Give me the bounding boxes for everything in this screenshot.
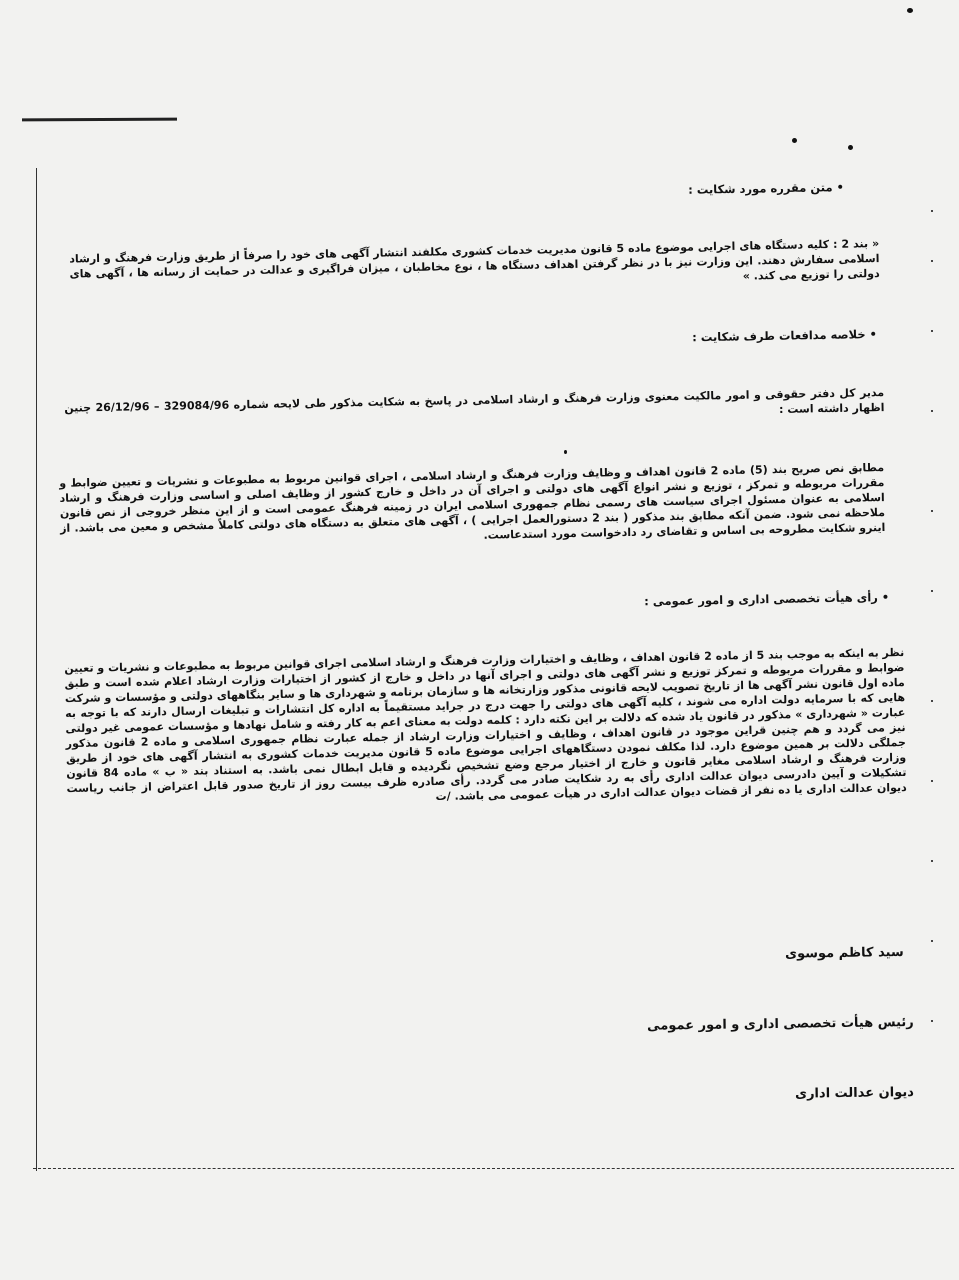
- opinion-body: نظر به اینکه به موجب بند 5 از ماده 2 قانون اهداف ، وظایف و اختیارات وزارت فرهنگ و ارشاد اسلامی اجرای قوانین مربوط به مطبوعات و نشریات و تعیین ضوابط و مقررات مربوطه و تمرکز توزیع و نشر آگهی های دولتی و اجرای آنها در داخل و خارج از کشور از اختیارات وزارت ارشاد اعلام شده است و طبق ماده اول قانون نشر آگهی ها از تاریخ تصویب لایحه قانونی مذکور وزارتخانه ها و سازمان برنامه و شهرداری ها و سایر بنگاههای دولتی و مؤسسات و شرکت هایی که با سرمایه دولت اداره می شوند ، کلیه آگهی های دولتی را جهت درج در جراید مستقیماً به اداره کل انتشارات و تبلیغات ارسال دارند که با توجه به عبارت « شهرداری » مذکور در قانون یاد شده که دلالت بر این نکته دارد : کلمه دولت به معنای اعم به کار رفته و شامل نهادها و مؤسسات عمومی غیر دولتی نیز می گردد و هم چنین قراین موجود در قانون اهداف ، وظایف و اختیارات وزارت ارشاد از جمله عبارت نظام جمهوری اسلامی و ماده 2 قانون مذکور جملگی دلالت بر همین موضوع دارد. لذا مکلف نمودن دستگاههای اجرایی موضوع ماده 5 قانون مدیریت خدمات کشوری به انتشار آگهی های خود از طریق وزارت فرهنگ و ارشاد اسلامی مغایر قانون و خارج از اختیار مرجع وضع تشخیص نگردیده و قابل ابطال نمی باشد. به استناد بند « ب » ماده 84 قانون تشکیلات و آیین دادرسی دیوان عدالت اداری رأی به رد شکایت صادر می گردد. رأی صادره ظرف بیست روز از تاریخ صدور قابل اعتراض از جانب ریاست دیوان عدالت اداری یا ده نفر از قضات دیوان عدالت اداری در هیأت عمومی می باشد. /ت: [64, 645, 907, 804]
- signatory-title: رئیس هیأت تخصصی اداری و امور عمومی: [647, 1015, 915, 1034]
- ink-speck: [564, 450, 567, 454]
- ink-speck: [792, 138, 797, 143]
- top-rule: [22, 118, 177, 122]
- signatory-name: سید کاظم موسوی: [785, 945, 905, 962]
- ink-speck: [907, 8, 913, 13]
- opinion-heading: • رأی هیأت تخصصی اداری و امور عمومی :: [643, 590, 890, 609]
- complaint-text-heading: • متن مقرره مورد شکایت :: [688, 180, 845, 197]
- defense-heading: • خلاصه مدافعات طرف شکایت :: [692, 327, 878, 345]
- defense-body: مطابق نص صریح بند (5) ماده 2 قانون اهداف و وظایف وزارت فرهنگ و ارشاد اسلامی ، اجرای قوانین مربوط به مطبوعات و نشریات و تعیین ضوابط و مقررات مربوطه و تمرکز ، توزیع و نشر انواع آگهی های دولتی و اجرای آن در داخل و خارج کشور از وظایف اصلی و اساسی وزارت فرهنگ و ارشاد اسلامی به عنوان مسئول اجرای سیاست های رسمی نظام جمهوری اسلامی ایران در زمینه فرهنگ عمومی است و از این منظر خروجی از نص قانون ملاحظه نمی شود. ضمن آنکه مطابق بند مذکور ( بند 2 دستورالعمل اجرایی ) ، آگهی های متعلق به دستگاه های دولتی کاملاً مشخص و معین می باشد. از اینرو شکایت مطروحه بی اساس و تقاضای رد دادخواست مورد استدعاست.: [59, 461, 886, 542]
- institution-name: دیوان عدالت اداری: [795, 1085, 915, 1102]
- ink-speck: [848, 145, 853, 150]
- complaint-text-body: « بند 2 : کلیه دستگاه های اجرایی موضوع ماده 5 قانون مدیریت خدمات کشوری مکلفند انتشار آگهی های خود را صرفاً از طریق وزارت فرهنگ و ارشاد اسلامی سفارش دهند. این وزارت نیز با در نظر گرفتن اهداف دستگاه ها ، نوع مخاطبان ، میزان فراگیری و عدالت در حمایت از رسانه ها ، آگهی های دولتی را توزیع می کند. »: [69, 236, 880, 283]
- frame-left-border: [36, 168, 37, 1171]
- margin-dots: [931, 180, 943, 1060]
- defense-intro: مدیر کل دفتر حقوقی و امور مالکیت معنوی وزارت فرهنگ و ارشاد اسلامی در پاسخ به شکایت مذکور طی لایحه شماره 329084/96 – 26/12/96 چنین اظهار داشته است :: [64, 385, 885, 417]
- frame-bottom-border: [33, 1168, 954, 1169]
